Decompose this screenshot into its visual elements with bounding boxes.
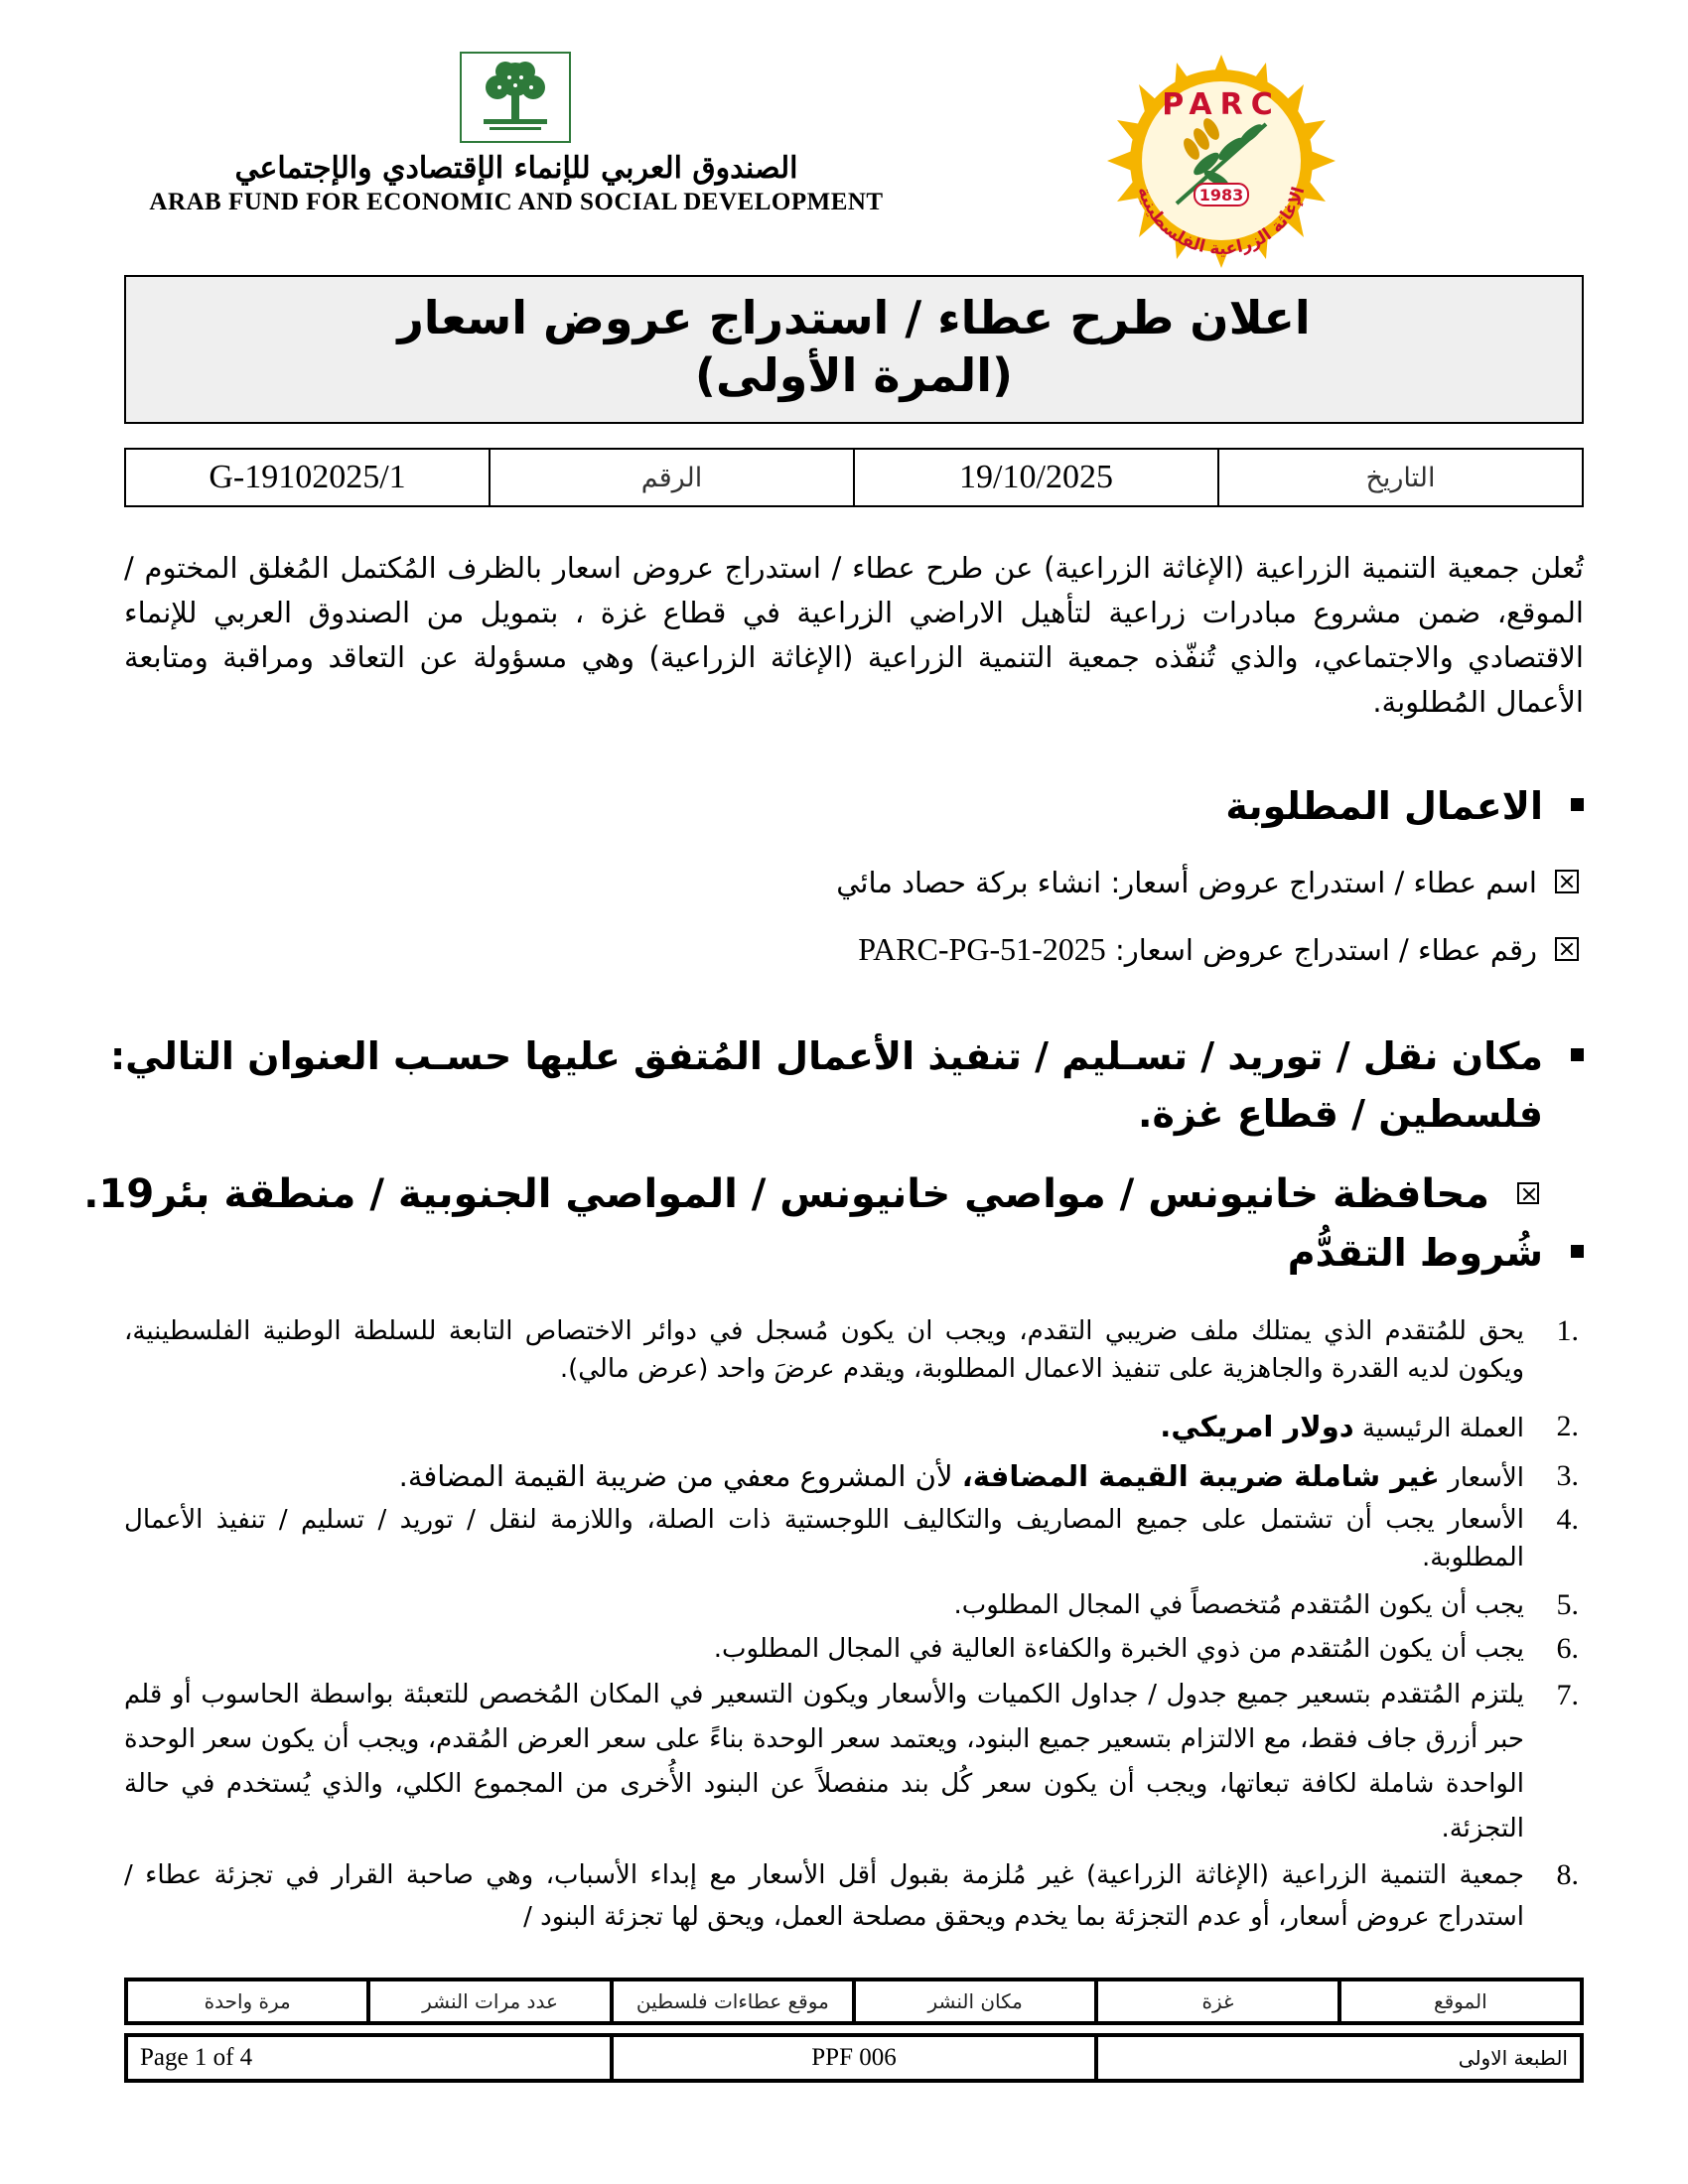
condition-item-1: 1. يحق للمُتقدم الذي يمتلك ملف ضريبي التقدم، ويجب ان يكون مُسجل في دوائر الاختصاص التابعة للسلطة الوطنية الفلسطينية، ويكون لديه القدرة والجاهزية على تنفيذ الاعمال المطلوبة، ويقدم عرضَ واحد (عرض مالي).	[124, 1314, 1579, 1384]
location-detail: محافظة خانيونس / مواصي خانيونس / المواصي الجنوبية / منطقة بئر19.	[83, 1171, 1539, 1217]
date-label: التاريخ	[1218, 449, 1583, 506]
conditions-heading: شُروط التقدُّم	[1288, 1231, 1584, 1275]
works-number-label: رقم عطاء / استدراج عروض اسعار:	[1105, 933, 1537, 967]
intro-paragraph: تُعلن جمعية التنمية الزراعية (الإغاثة الزراعية) عن طرح عطاء / استدراج عروض اسعار بالظرف المُكتمل المُغلق المختوم / الموقع، ضمن مشروع مبادرات زراعية لتأهيل الاراضي الزراعية في قطاع غزة ، بتمويل من الصندوق العربي للإنماء الاقتصادي والاجتماعي، والذي تُنفّذه جمعية التنمية الزراعية (الإغاثة الزراعية) وهي مسؤولة عن التعاقد ومراقبة ومتابعة الأعمال المُطلوبة.	[124, 551, 1584, 719]
condition-item-8: 8. جمعية التنمية الزراعية (الإغاثة الزراعية) غير مُلزمة بقبول أقل الأسعار مع إبداء الأسباب، وهي صاحبة القرار في تجزئة عطاء / استدراج عروض أسعار، أو عدم التجزئة بما يخدم ويحقق مصلحة العمل، ويحق لها تجزئة البنود /	[124, 1858, 1579, 1932]
number-label: الرقم	[490, 449, 854, 506]
arab-fund-logo	[144, 52, 889, 220]
checkbox-x-icon	[1555, 937, 1579, 961]
number-value: G-19102025/1	[125, 449, 490, 506]
works-name-item	[836, 866, 1579, 899]
footer-publication-table	[124, 1978, 1584, 2025]
footer-publish-count-label: عدد مرات النشر	[368, 1979, 611, 2023]
announcement-title-box	[124, 275, 1584, 424]
parc-logo-name-ar: الإغاثة الزراعية الفلسطينية	[1133, 184, 1310, 260]
works-number-item	[858, 931, 1579, 968]
tree-emblem-icon	[460, 52, 571, 143]
arab-fund-name-en: ARAB FUND FOR ECONOMIC AND SOCIAL DEVELOPMENT	[149, 189, 884, 215]
condition-item-7: 7. يلتزم المُتقدم بتسعير جميع جدول / جداول الكميات والأسعار ويكون التسعير في المكان المُخصص للتعبئة بواسطة الحاسوب أو قلم حبر أزرق جاف فقط، مع الالتزام بتسعير جميع البنود، ويعتمد سعر الوحدة بناءً على سعر العرض المُقدم، ويجب أن يكون سعر الوحدة الواحدة شاملة لكافة تبعاتها، ويجب أن يكون سعر كُل بند منفصلاً عن البنود الأُخرى من المجموع الكلي، والذي يُستخدم في حالة التجزئة.	[124, 1679, 1579, 1843]
footer-edition: الطبعة الاولى	[1096, 2035, 1582, 2081]
works-number-value: PARC-PG-51-2025	[858, 931, 1106, 967]
footer-location-label: الموقع	[1339, 1979, 1582, 2023]
checkbox-x-icon	[1555, 870, 1579, 893]
arab-fund-name-ar: الصندوق العربي للإنماء الإقتصادي والإجتماعي	[234, 151, 798, 186]
works-heading: الاعمال المطلوبة	[1225, 784, 1584, 828]
footer-form-table	[124, 2033, 1584, 2083]
footer-form-code: PPF 006	[612, 2035, 1097, 2081]
checkbox-x-icon	[1517, 1182, 1539, 1204]
condition-item-3: 3. الأسعار غير شاملة ضريبة القيمة المضافة، لأن المشروع معفي من ضريبة القيمة المضافة.	[398, 1459, 1579, 1493]
condition-item-5: 5. يجب أن يكون المُتقدم مُتخصصاً في المجال المطلوب.	[953, 1588, 1579, 1621]
condition-item-2: 2. العملة الرئيسية دولار امريكي.	[1160, 1410, 1579, 1443]
condition-item-6: 6. يجب أن يكون المُتقدم من ذوي الخبرة والكفاءة العالية في المجال المطلوب.	[713, 1632, 1579, 1665]
works-name-label: اسم عطاء / استدراج عروض أسعار:	[1101, 866, 1537, 899]
square-bullet-icon	[1571, 1048, 1584, 1061]
parc-logo-year: 1983	[1198, 186, 1244, 205]
parc-logo-text: PARC	[1162, 87, 1281, 122]
footer-location-value: غزة	[1096, 1979, 1338, 2023]
reference-table	[124, 448, 1584, 507]
page-subtitle: (المرة الأولى)	[694, 348, 1014, 402]
footer-publish-place-value: موقع عطاءات فلسطين	[612, 1979, 854, 2023]
footer-page-number: Page 1 of 4	[126, 2035, 612, 2081]
page-title: اعلان طرح عطاء / استدراج عروض اسعار	[397, 291, 1311, 344]
square-bullet-icon	[1571, 1245, 1584, 1258]
parc-logo	[1028, 55, 1415, 268]
location-heading: مكان نقل / توريد / تسـليم / تنفيذ الأعمال المُتفق عليها حسـب العنوان التالي: فلسطين / قطاع غزة.	[110, 1027, 1584, 1143]
footer-publish-count-value: مرة واحدة	[126, 1979, 368, 2023]
condition-item-4: 4. الأسعار يجب أن تشتمل على جميع المصاريف والتكاليف اللوجستية ذات الصلة، واللازمة لنقل / توريد / تسليم / تنفيذ الأعمال المطلوبة.	[124, 1503, 1579, 1572]
date-value: 19/10/2025	[854, 449, 1218, 506]
square-bullet-icon	[1571, 798, 1584, 811]
footer-publish-place-label: مكان النشر	[854, 1979, 1096, 2023]
works-name-value: انشاء بركة حصاد مائي	[836, 866, 1102, 899]
